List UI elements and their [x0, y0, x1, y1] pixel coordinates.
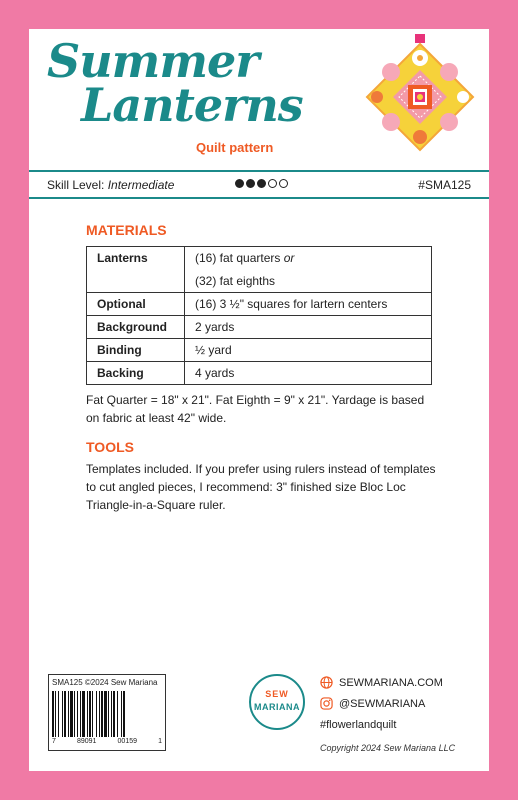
material-amount: 2 yards [185, 316, 432, 339]
barcode-bar [104, 691, 107, 737]
skill-dot [268, 179, 277, 188]
material-amount: 4 yards [185, 362, 432, 385]
barcode-bar [117, 691, 118, 737]
barcode-bar [96, 691, 97, 737]
materials-note: Fat Quarter = 18" x 21". Fat Eighth = 9" x 21". Yardage is based on fabric at least 42" wide. [86, 393, 425, 425]
sew-mariana-logo: SEW MARIANA [249, 674, 305, 730]
skill-level: Skill Level: Intermediate [47, 178, 175, 192]
top-divider [29, 170, 489, 172]
materials-row [87, 316, 432, 339]
barcode-bar [111, 691, 112, 737]
material-item: Backing [87, 362, 185, 385]
skill-dot [257, 179, 266, 188]
barcode-bar [113, 691, 115, 737]
copyright: Copyright 2024 Sew Mariana LLC [320, 743, 456, 753]
material-item: Optional [87, 293, 185, 316]
globe-icon [320, 676, 333, 689]
skill-bar [29, 173, 489, 197]
barcode-bar [74, 691, 75, 737]
materials-table [86, 246, 432, 385]
materials-heading: MATERIALS [86, 222, 167, 238]
barcode-bar [80, 691, 81, 737]
instagram-link[interactable]: @SEWMARIANA [320, 697, 425, 710]
website-link[interactable]: SEWMARIANA.COM [320, 676, 443, 689]
barcode-bar [92, 691, 93, 737]
skill-dot [279, 179, 288, 188]
title-line-2: Lanterns [81, 78, 303, 132]
tools-heading: TOOLS [86, 439, 134, 455]
barcode-digits: 7 89091 00159 1 [52, 738, 162, 745]
tools-text: Templates included. If you prefer using rulers instead of templates to cut angled pieces, I recommend: 3" finished size Bloc Loc Triangle-in-a-Square ruler. [86, 462, 436, 512]
barcode-bar [101, 691, 103, 737]
title-line-1: Summer [47, 34, 259, 88]
materials-row [87, 362, 432, 385]
lantern-block-illustration [355, 32, 485, 162]
pattern-subtitle: Quilt pattern [196, 140, 274, 155]
barcode-bar [77, 691, 78, 737]
skill-dot [235, 179, 244, 188]
instagram-icon [320, 697, 333, 710]
barcode-bar [52, 691, 54, 737]
materials-row [87, 293, 432, 316]
material-amount: (16) 3 ½" squares for lartern centers [185, 293, 432, 316]
pattern-title [47, 34, 303, 132]
barcode-bar [108, 691, 109, 737]
barcode-bar [82, 691, 85, 737]
barcode [48, 674, 166, 751]
hashtag: #flowerlandquilt [320, 719, 397, 731]
materials-row [87, 247, 432, 293]
skill-level-value: Intermediate [107, 178, 175, 192]
material-item: Binding [87, 339, 185, 362]
sku-code: #SMA125 [418, 178, 471, 192]
skill-dot [246, 179, 255, 188]
barcode-bar [68, 691, 69, 737]
skill-rating-dots [235, 179, 288, 188]
barcode-bar [70, 691, 73, 737]
materials-row [87, 339, 432, 362]
barcode-bar [87, 691, 88, 737]
material-amount: ½ yard [185, 339, 432, 362]
pattern-card [29, 29, 489, 771]
barcode-bar [55, 691, 56, 737]
barcode-bar [58, 691, 59, 737]
barcode-caption: SMA125 ©2024 Sew Mariana [52, 678, 158, 687]
material-amount: (16) fat quarters or (32) fat eighths [185, 247, 432, 293]
barcode-bar [121, 691, 122, 737]
bottom-divider [29, 197, 489, 199]
barcode-bars [52, 691, 162, 737]
barcode-bar [64, 691, 66, 737]
material-item: Background [87, 316, 185, 339]
barcode-bar [99, 691, 100, 737]
barcode-bar [123, 691, 125, 737]
barcode-bar [62, 691, 63, 737]
material-item: Lanterns [87, 247, 185, 293]
barcode-bar [89, 691, 91, 737]
